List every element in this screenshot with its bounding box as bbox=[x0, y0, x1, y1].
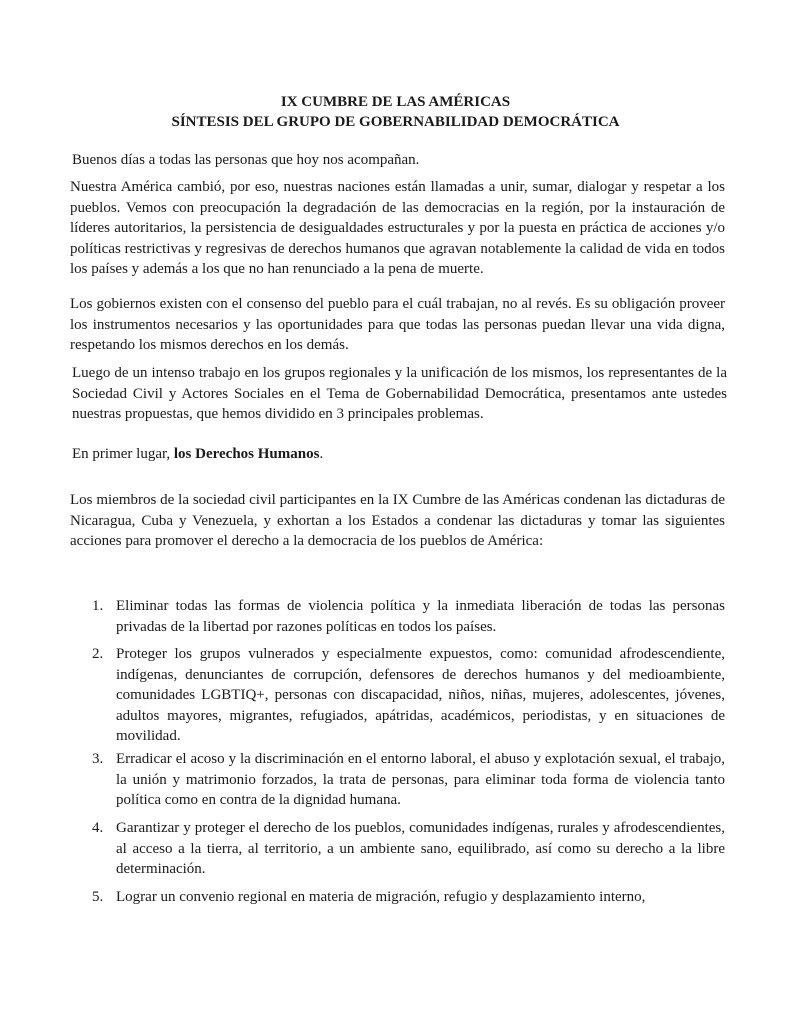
paragraph-1: Nuestra América cambió, por eso, nuestras naciones están llamadas a unir, sumar, dialogar y respetar a los pueblos. Vemos con preocupación la degradación de las democracias en la región, por la instauración de líderes autoritarios, la persistencia de desigualdades estructurales y por la puesta en práctica de acciones y/o políticas restrictivas y regresivas de derechos humanos que agravan notablemente la calidad de vida en todos los países y además a los que no han renunciado a la pena de muerte. bbox=[70, 179, 725, 277]
list-number: 3. bbox=[92, 751, 104, 767]
list-text: Eliminar todas las formas de violencia política y la inmediata liberación de todas las personas privadas de la libertad por razones políticas en todos los países. bbox=[116, 598, 725, 635]
greeting-paragraph: Buenos días a todas las personas que hoy nos acompañan. bbox=[72, 152, 420, 168]
first-place-paragraph bbox=[72, 444, 727, 465]
title-line-1: IX CUMBRE DE LAS AMÉRICAS bbox=[280, 94, 511, 110]
document-title bbox=[70, 92, 721, 132]
list-number: 5. bbox=[92, 889, 104, 905]
list-number: 4. bbox=[92, 820, 104, 836]
first-place-prefix: En primer lugar, bbox=[72, 446, 174, 462]
paragraph-3: Luego de un intenso trabajo en los grupos regionales y la unificación de los mismos, los representantes de la Sociedad Civil y Actores Sociales en el Tema de Gobernabilidad Democrática, presentamos ante ustedes nuestras propuestas, que hemos dividido en 3 principales problemas. bbox=[72, 365, 727, 422]
list-text: Proteger los grupos vulnerados y especialmente expuestos, como: comunidad afrodescendiente, indígenas, denunciantes de corrupción, defensores de derechos humanos y del medioambiente, comunidades LGBTIQ+, personas con discapacidad, niños, niñas, mujeres, adolescentes, jóvenes, adultos mayores, migrantes, refugiados, apátridas, académicos, periodistas, y en situaciones de movilidad. bbox=[116, 646, 725, 744]
list-text: Garantizar y proteger el derecho de los pueblos, comunidades indígenas, rurales y afrodescendientes, al acceso a la tierra, al territorio, a un ambiente sano, equilibrado, así como su derecho a la libre determinación. bbox=[116, 820, 725, 877]
title-line-2: SÍNTESIS DEL GRUPO DE GOBERNABILIDAD DEMOCRÁTICA bbox=[171, 114, 620, 130]
list-number: 1. bbox=[92, 598, 104, 614]
list-text: Erradicar el acoso y la discriminación en el entorno laboral, el abuso y explotación sexual, el trabajo, la unión y matrimonio forzados, la trata de personas, para eliminar toda forma de violencia tanto política como en contra de la dignidad humana. bbox=[116, 751, 725, 808]
first-place-bold: los Derechos Humanos bbox=[173, 446, 320, 462]
paragraph-2: Los gobiernos existen con el consenso del pueblo para el cuál trabajan, no al revés. Es su obligación proveer los instrumentos necesarios y las oportunidades para que todas las personas puedan llevar una vida digna, respetando los mismos derechos en los demás. bbox=[70, 296, 725, 353]
paragraph-4: Los miembros de la sociedad civil participantes en la IX Cumbre de las Américas condenan las dictaduras de Nicaragua, Cuba y Venezuela, y exhortan a los Estados a condenar las dictaduras y tomar las siguientes acciones para promover el derecho a la democracia de los pueblos de América: bbox=[70, 492, 725, 549]
list-text: Lograr un convenio regional en materia de migración, refugio y desplazamiento interno, bbox=[116, 889, 646, 905]
first-place-suffix: . bbox=[319, 446, 324, 462]
list-number: 2. bbox=[92, 646, 104, 662]
